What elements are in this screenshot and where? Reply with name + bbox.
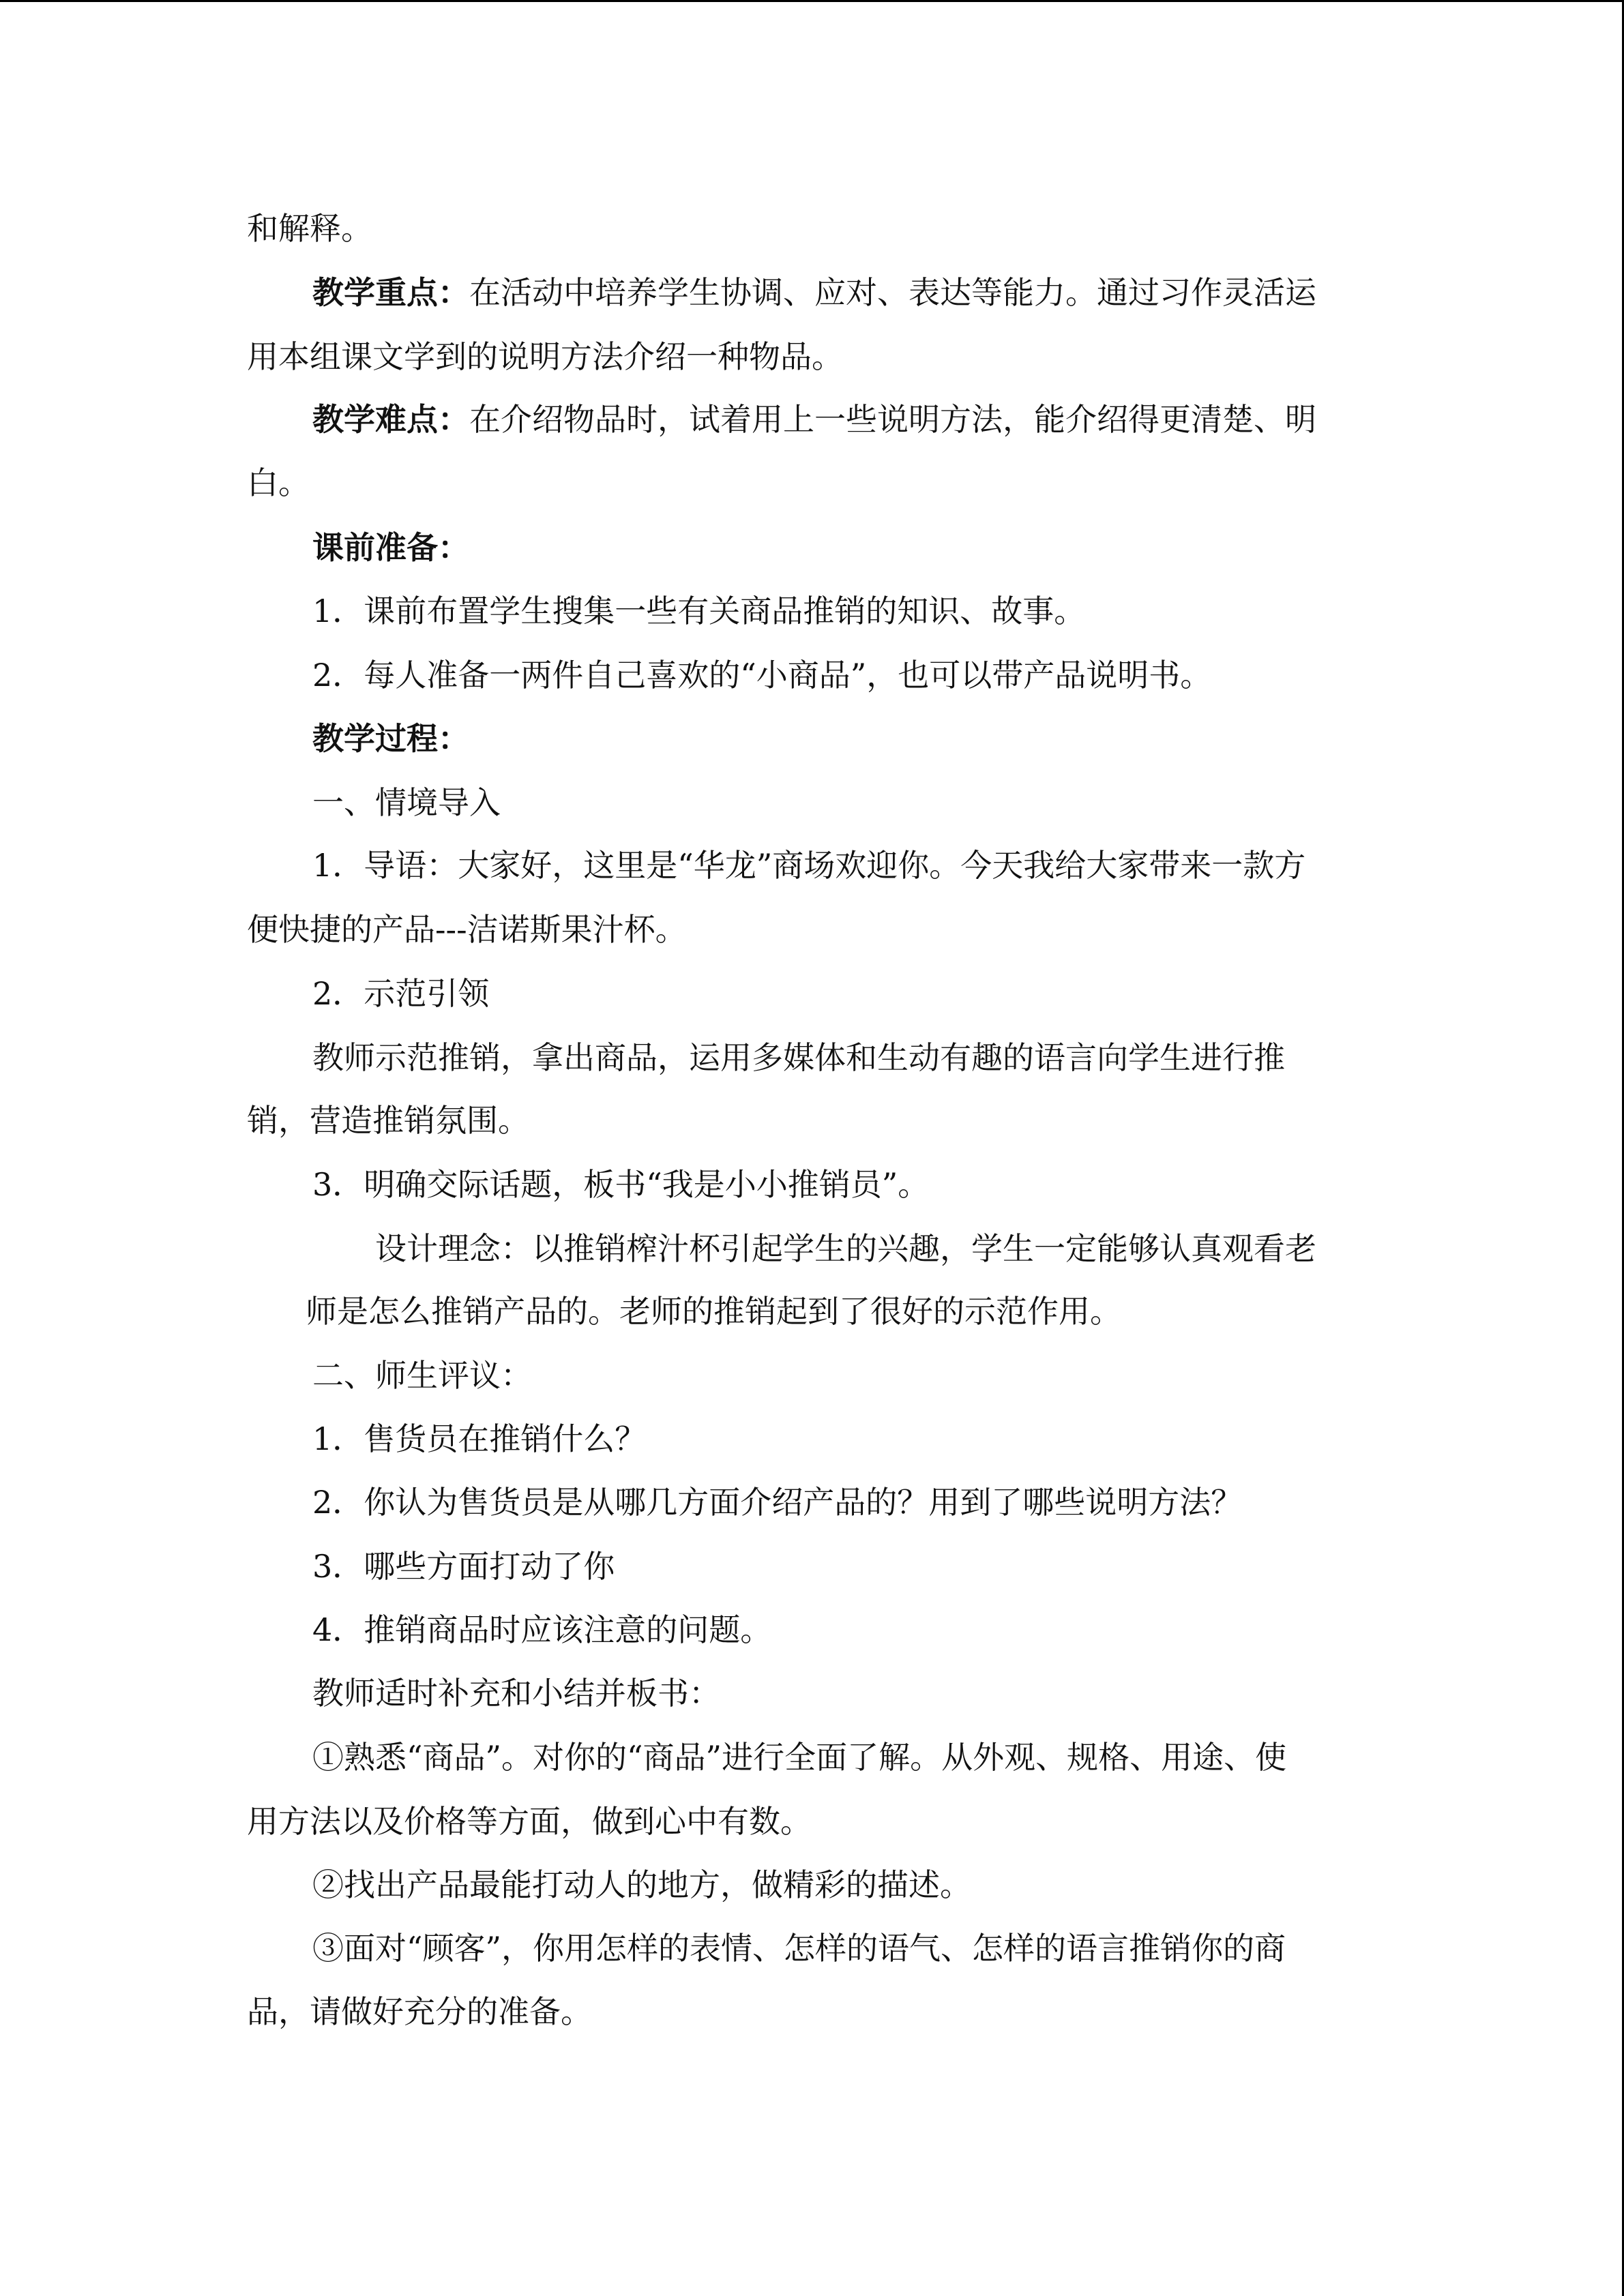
point-2: ②找出产品最能打动人的地方，做精彩的描述。 [312,1866,971,1903]
key-points-line-2: 用本组课文学到的说明方法介绍一种物品。 [247,338,843,375]
s1-item-1-line-2: 便快捷的产品---洁诺斯果汁杯。 [247,911,687,948]
key-points-text: 在活动中培养学生协调、应对、表达等能力。通过习作灵活运 [469,274,1316,311]
question-2: 2．你认为售货员是从哪几方面介绍产品的？用到了哪些说明方法？ [312,1484,1243,1521]
difficulty-text: 在介绍物品时，试着用上一些说明方法，能介绍得更清楚、明 [469,401,1316,438]
difficulty-line-1 [312,399,1316,440]
prep-item-1: 1．课前布置学生搜集一些有关商品推销的知识、故事。 [312,593,1086,629]
key-points-label: 教学重点： [312,274,469,311]
question-1: 1．售货员在推销什么？ [312,1420,647,1457]
prep-item-2: 2．每人准备一两件自己喜欢的“小商品”，也可以带产品说明书。 [312,657,1212,694]
design-note-line-2: 师是怎么推销产品的。老师的推销起到了很好的示范作用。 [306,1293,1121,1330]
difficulty-line-2: 白。 [247,464,310,501]
s1-item-1-line-1: 1．导语：大家好，这里是“华龙”商场欢迎你。今天我给大家带来一款方 [312,847,1306,884]
section-1-heading: 一、情境导入 [312,784,501,821]
point-1-line-2: 用方法以及价格等方面，做到心中有数。 [247,1803,812,1840]
section-2-heading: 二、师生评议： [312,1357,532,1394]
design-note-line-1: 设计理念：以推销榨汁杯引起学生的兴趣，学生一定能够认真观看老 [375,1230,1316,1267]
paragraph-continuation: 和解释。 [247,210,372,247]
s1-item-3: 3．明确交际话题，板书“我是小小推销员”。 [312,1166,930,1203]
demo-line-2: 销，营造推销氛围。 [247,1102,529,1139]
question-4: 4．推销商品时应该注意的问题。 [312,1611,772,1648]
key-points-line-1 [312,272,1316,313]
summary-intro: 教师适时补充和小结并板书： [312,1675,720,1712]
difficulty-label: 教学难点： [312,401,469,438]
page-top-border [0,0,1624,2]
process-heading: 教学过程： [312,720,469,757]
point-1-line-1: ①熟悉“商品”。对你的“商品”进行全面了解。从外观、规格、用途、使 [312,1739,1287,1776]
demo-line-1: 教师示范推销，拿出商品，运用多媒体和生动有趣的语言向学生进行推 [312,1039,1285,1076]
question-3: 3．哪些方面打动了你 [312,1548,615,1585]
point-3-line-2: 品，请做好充分的准备。 [247,1993,592,2030]
s1-item-2: 2．示范引领 [312,975,490,1012]
prep-heading: 课前准备： [312,529,469,566]
point-3-line-1: ③面对“顾客”，你用怎样的表情、怎样的语气、怎样的语言推销你的商 [312,1930,1286,1967]
